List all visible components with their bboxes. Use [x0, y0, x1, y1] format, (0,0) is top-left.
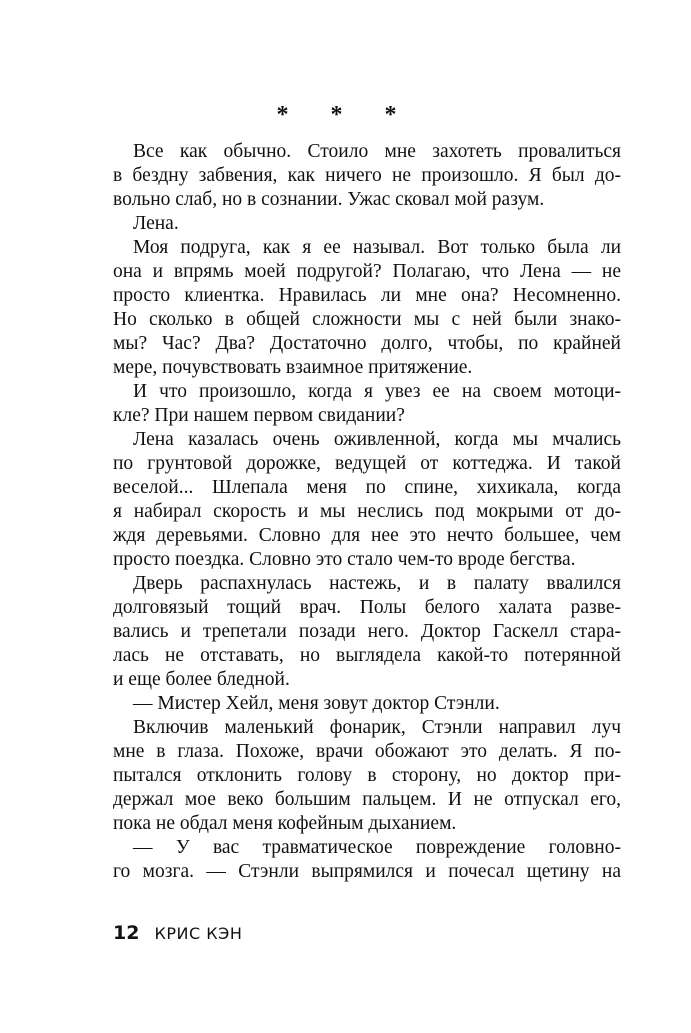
text-line: по грунтовой дорожке, ведущей от коттеджа. И такой [113, 453, 621, 474]
text-line: мере, почувствовать взаимное притяжение. [113, 357, 473, 378]
page-number: 12 [113, 922, 140, 944]
running-header-author: КРИС КЭН [154, 924, 243, 943]
text-line: Включив маленький фонарик, Стэнли направил луч [133, 717, 621, 738]
text-line: просто клиентка. Нравилась ли мне она? Несомненно. [113, 285, 621, 306]
section-separator: * * * [276, 102, 415, 128]
text-line: вольно слаб, но в сознании. Ужас сковал мой разум. [113, 189, 545, 210]
text-line: И что произошло, когда я увез ее на своем мотоци- [133, 381, 621, 402]
text-line: в бездну забвения, как ничего не произошло. Я был до- [113, 165, 621, 186]
text-line: мы? Час? Два? Достаточно долго, чтобы, по крайней [113, 333, 621, 354]
text-line: пока не обдал меня кофейным дыханием. [113, 813, 457, 834]
text-line: держал мое веко большим пальцем. И не отпускал его, [113, 789, 621, 810]
text-line: Лена казалась очень оживленной, когда мы мчались [133, 429, 621, 450]
text-line: лась не отставать, но выглядела какой-то потерянной [113, 645, 621, 666]
text-line: веселой... Шлепала меня по спине, хихикала, когда [113, 477, 621, 498]
text-line: долговязый тощий врач. Полы белого халата разве- [113, 597, 621, 618]
text-line: — Мистер Хейл, меня зовут доктор Стэнли. [133, 693, 500, 714]
text-line: мне в глаза. Похоже, врачи обожают это делать. Я по- [113, 741, 621, 762]
text-line: Все как обычно. Стоило мне захотеть провалиться [133, 141, 621, 162]
text-line: я набирал скорость и мы неслись под мокрыми от до- [113, 501, 621, 522]
text-line: Моя подруга, как я ее называл. Вот только была ли [133, 237, 621, 258]
text-line: Лена. [133, 213, 179, 234]
text-line: — У вас травматическое повреждение головно- [133, 837, 621, 858]
text-line: ждя деревьями. Словно для нее это нечто большее, чем [113, 525, 621, 546]
text-line: го мозга. — Стэнли выпрямился и почесал щетину на [113, 861, 621, 882]
text-line: Но сколько в общей сложности мы с ней были знако- [113, 309, 621, 330]
page-footer [113, 921, 242, 946]
text-line: пытался отклонить голову в сторону, но доктор при- [113, 765, 621, 786]
text-line: вались и трепетали позади него. Доктор Гаскелл стара- [113, 621, 621, 642]
text-line: просто поездка. Словно это стало чем-то вроде бегства. [113, 549, 576, 570]
text-line: кле? При нашем первом свидании? [113, 405, 405, 426]
text-line: Дверь распахнулась настежь, и в палату ввалился [133, 573, 621, 594]
text-line: она и впрямь моей подругой? Полагаю, что Лена — не [113, 261, 621, 282]
body-text [113, 140, 621, 884]
text-line: и еще более бледной. [113, 669, 290, 690]
